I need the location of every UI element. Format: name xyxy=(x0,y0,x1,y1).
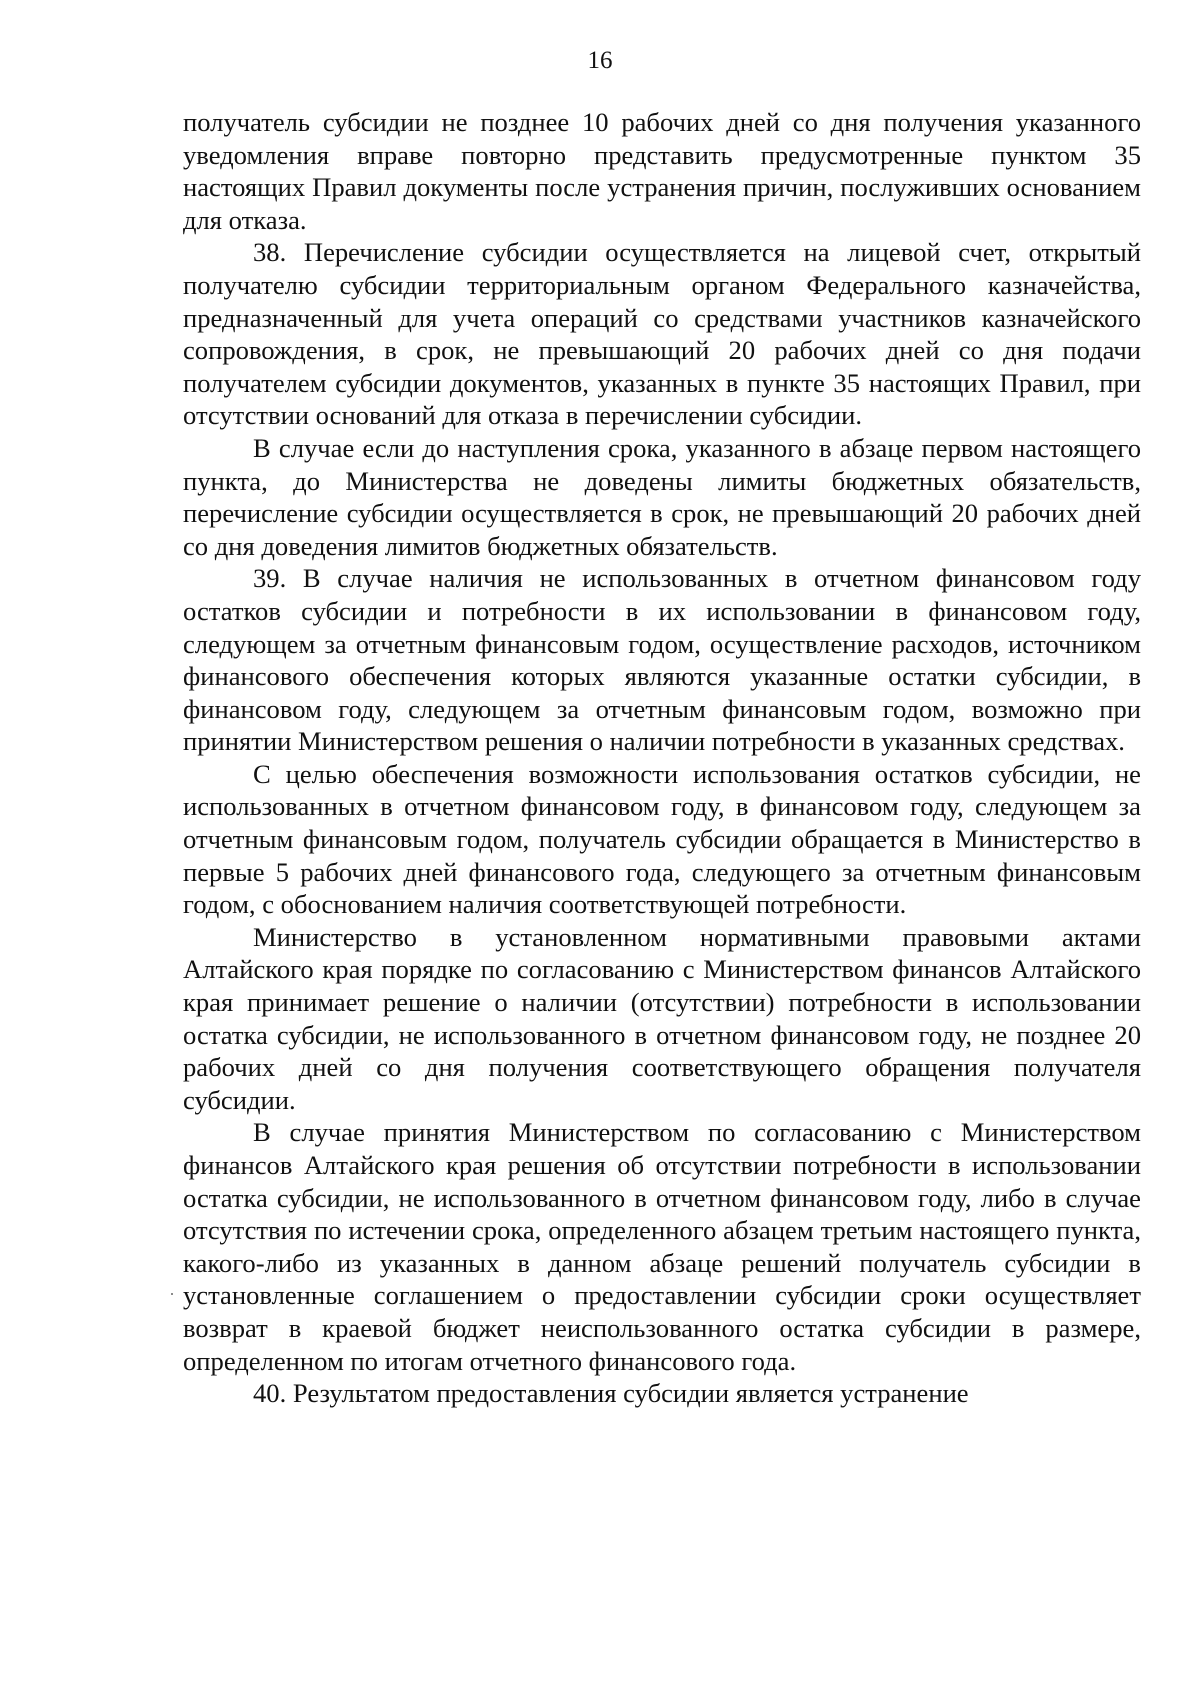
paragraph-clause-39: 39. В случае наличия не использованных в отчетном финансовом году остатков субсидии и потребности в их использовании в финансовом году, следующем за отчетным финансовым годом, осуществление расходов, источником финансового обеспечения которых являются указанные остатки субсидии, в финансовом году, следующем за отчетным финансовым годом, возможно при принятии Министерством решения о наличии потребности в указанных средствах. xyxy=(183,563,1141,757)
paragraph-clause-39-request: С целью обеспечения возможности использования остатков субсидии, не использованных в отчетном финансовом году, в финансовом году, следующем за отчетным финансовым годом, получатель субсидии обращается в Министерство в первые 5 рабочих дней финансового года, следующего за отчетным финансовым годом, с обоснованием наличия соответствующей потребности. xyxy=(183,758,1141,920)
paragraph-clause-38: 38. Перечисление субсидии осуществляется на лицевой счет, открытый получателю субсидии территориальным органом Федерального казначейства, предназначенный для учета операций со средствами участников казначейского сопровождения, в срок, не превышающий 20 рабочих дней со дня подачи получателем субсидии документов, указанных в пункте 35 настоящих Правил, при отсутствии оснований для отказа в перечислении субсидии. xyxy=(183,237,1141,431)
paragraph-clause-39-return: В случае принятия Министерством по согласованию с Министерством финансов Алтайского края решения об отсутствии потребности в использовании остатка субсидии, не использованного в отчетном финансовом году, либо в случае отсутствия по истечении срока, определенного абзацем третьим настоящего пункта, какого-либо из указанных в данном абзаце решений получатель субсидии в установленные соглашением о предоставлении субсидии сроки осуществляет возврат в краевой бюджет неиспользованного остатка субсидии в размере, определенном по итогам отчетного финансового года. xyxy=(183,1117,1141,1376)
scan-artifact xyxy=(171,1293,173,1295)
paragraph-clause-38-limits: В случае если до наступления срока, указанного в абзаце первом настоящего пункта, до Министерства не доведены лимиты бюджетных обязательств, перечисление субсидии осуществляется в срок, не превышающий 20 рабочих дней со дня доведения лимитов бюджетных обязательств. xyxy=(183,432,1141,561)
paragraph-clause-39-decision: Министерство в установленном нормативными правовыми актами Алтайского края порядке по согласованию с Министерством финансов Алтайского края принимает решение о наличии (отсутствии) потребности в использовании остатка субсидии, не использованного в отчетном финансовом году, не позднее 20 рабочих дней со дня получения соответствующего обращения получателя субсидии. xyxy=(183,921,1141,1115)
paragraph-clause-40: 40. Результатом предоставления субсидии является устранение xyxy=(253,1378,969,1409)
page-number: 16 xyxy=(587,47,613,74)
paragraph-continuation: получатель субсидии не позднее 10 рабочих дней со дня получения указанного уведомления вправе повторно представить предусмотренные пунктом 35 настоящих Правил документы после устранения причин, послуживших основанием для отказа. xyxy=(183,107,1141,235)
document-body xyxy=(183,106,1141,1410)
